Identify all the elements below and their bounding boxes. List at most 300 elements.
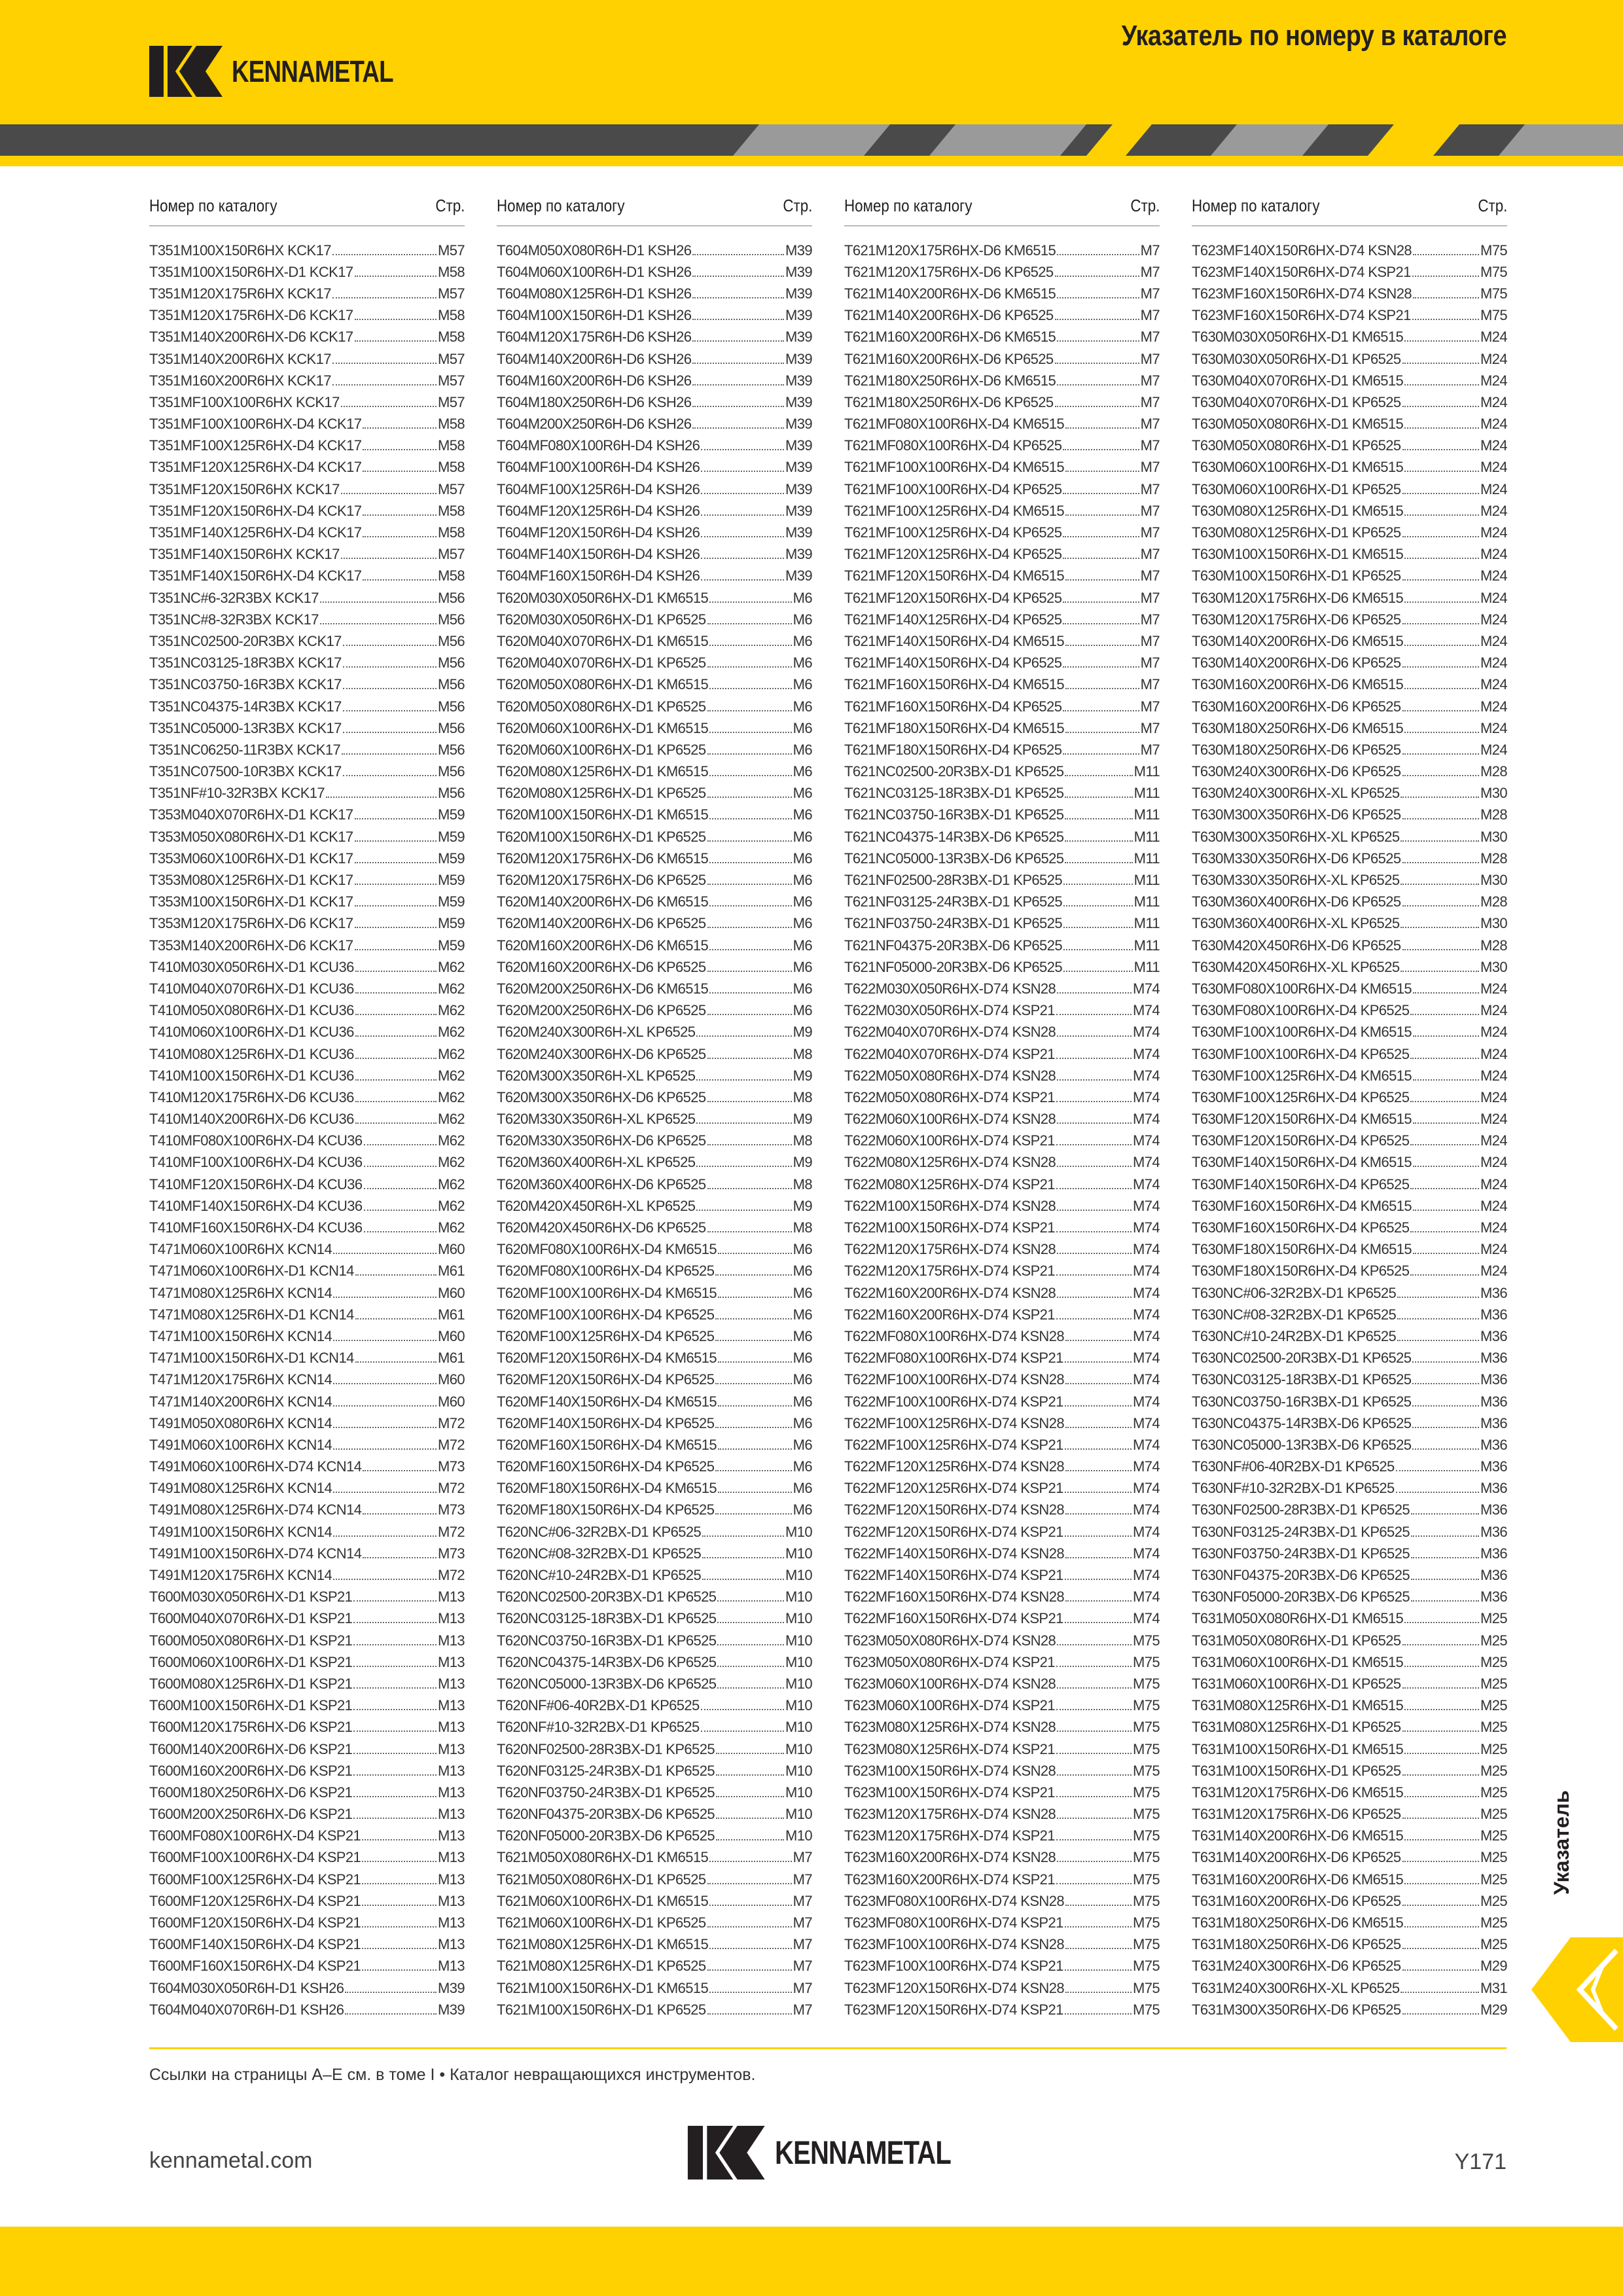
- page-reference[interactable]: M36: [1480, 1414, 1507, 1431]
- page-reference[interactable]: M60: [438, 1284, 465, 1301]
- page-reference[interactable]: M62: [438, 1088, 465, 1105]
- page-reference[interactable]: M75: [1133, 1914, 1160, 1931]
- page-reference[interactable]: M11: [1133, 915, 1160, 932]
- page-reference[interactable]: M39: [785, 546, 812, 563]
- page-reference[interactable]: M31: [1480, 1979, 1507, 1996]
- page-reference[interactable]: M24: [1480, 719, 1507, 736]
- page-reference[interactable]: M58: [438, 263, 465, 280]
- page-reference[interactable]: M7: [1140, 676, 1160, 693]
- page-reference[interactable]: M6: [793, 1327, 812, 1344]
- page-reference[interactable]: M75: [1133, 1719, 1160, 1736]
- page-reference[interactable]: M7: [793, 1849, 812, 1866]
- page-reference[interactable]: M75: [1133, 1871, 1160, 1888]
- page-reference[interactable]: M36: [1480, 1523, 1507, 1540]
- page-reference[interactable]: M10: [785, 1784, 812, 1801]
- page-reference[interactable]: M6: [793, 1501, 812, 1518]
- page-reference[interactable]: M13: [438, 1697, 465, 1714]
- page-reference[interactable]: M24: [1480, 372, 1507, 389]
- page-reference[interactable]: M24: [1480, 1219, 1507, 1236]
- page-reference[interactable]: M6: [793, 915, 812, 932]
- page-reference[interactable]: M62: [438, 1154, 465, 1171]
- page-reference[interactable]: M24: [1480, 1175, 1507, 1193]
- page-reference[interactable]: M7: [1140, 719, 1160, 736]
- page-reference[interactable]: M25: [1480, 1936, 1507, 1953]
- page-reference[interactable]: M74: [1133, 1111, 1160, 1128]
- page-reference[interactable]: M6: [793, 611, 812, 628]
- page-reference[interactable]: M6: [793, 958, 812, 975]
- page-reference[interactable]: M24: [1480, 589, 1507, 606]
- page-reference[interactable]: M6: [793, 719, 812, 736]
- page-reference[interactable]: M74: [1133, 1371, 1160, 1388]
- page-reference[interactable]: M59: [438, 828, 465, 845]
- page-reference[interactable]: M57: [438, 242, 465, 259]
- page-reference[interactable]: M7: [1140, 589, 1160, 606]
- page-reference[interactable]: M56: [438, 589, 465, 606]
- page-reference[interactable]: M57: [438, 546, 465, 563]
- page-reference[interactable]: M13: [438, 1675, 465, 1692]
- page-reference[interactable]: M7: [793, 1958, 812, 1975]
- page-reference[interactable]: M6: [793, 1480, 812, 1497]
- page-reference[interactable]: M10: [785, 1675, 812, 1692]
- page-reference[interactable]: M75: [1133, 1958, 1160, 1975]
- page-reference[interactable]: M7: [793, 1979, 812, 1996]
- page-reference[interactable]: M39: [785, 502, 812, 519]
- page-reference[interactable]: M25: [1480, 1827, 1507, 1844]
- page-reference[interactable]: M7: [1140, 372, 1160, 389]
- page-reference[interactable]: M59: [438, 806, 465, 823]
- page-reference[interactable]: M10: [785, 1588, 812, 1605]
- page-reference[interactable]: M62: [438, 1175, 465, 1193]
- page-reference[interactable]: M72: [438, 1436, 465, 1453]
- page-reference[interactable]: M25: [1480, 1871, 1507, 1888]
- page-reference[interactable]: M56: [438, 719, 465, 736]
- page-reference[interactable]: M74: [1133, 1414, 1160, 1431]
- page-reference[interactable]: M24: [1480, 502, 1507, 519]
- page-reference[interactable]: M13: [438, 1958, 465, 1975]
- page-reference[interactable]: M74: [1133, 1545, 1160, 1562]
- page-reference[interactable]: M6: [793, 850, 812, 867]
- page-reference[interactable]: M39: [785, 285, 812, 302]
- page-reference[interactable]: M58: [438, 524, 465, 541]
- page-reference[interactable]: M7: [1140, 285, 1160, 302]
- page-reference[interactable]: M6: [793, 763, 812, 780]
- page-reference[interactable]: M13: [438, 1784, 465, 1801]
- page-reference[interactable]: M74: [1133, 1567, 1160, 1584]
- page-reference[interactable]: M28: [1480, 806, 1507, 823]
- page-reference[interactable]: M75: [1480, 285, 1507, 302]
- page-reference[interactable]: M58: [438, 329, 465, 346]
- page-reference[interactable]: M75: [1133, 2001, 1160, 2018]
- page-reference[interactable]: M6: [793, 632, 812, 649]
- page-reference[interactable]: M7: [793, 2001, 812, 2018]
- page-reference[interactable]: M10: [785, 1719, 812, 1736]
- page-reference[interactable]: M75: [1133, 1827, 1160, 1844]
- page-reference[interactable]: M74: [1133, 1263, 1160, 1280]
- page-reference[interactable]: M7: [1140, 459, 1160, 476]
- page-reference[interactable]: M75: [1133, 1740, 1160, 1757]
- page-reference[interactable]: M74: [1133, 1458, 1160, 1475]
- page-reference[interactable]: M24: [1480, 1154, 1507, 1171]
- page-reference[interactable]: M75: [1133, 1806, 1160, 1823]
- page-reference[interactable]: M10: [785, 1523, 812, 1540]
- page-reference[interactable]: M7: [1140, 263, 1160, 280]
- page-reference[interactable]: M24: [1480, 329, 1507, 346]
- page-reference[interactable]: M10: [785, 1632, 812, 1649]
- page-reference[interactable]: M39: [438, 2001, 465, 2018]
- page-reference[interactable]: M60: [438, 1393, 465, 1410]
- page-reference[interactable]: M11: [1133, 937, 1160, 954]
- page-reference[interactable]: M6: [793, 655, 812, 672]
- page-reference[interactable]: M8: [793, 1132, 812, 1149]
- page-reference[interactable]: M72: [438, 1567, 465, 1584]
- page-reference[interactable]: M8: [793, 1219, 812, 1236]
- page-reference[interactable]: M7: [793, 1914, 812, 1931]
- page-reference[interactable]: M73: [438, 1458, 465, 1475]
- page-reference[interactable]: M6: [793, 1263, 812, 1280]
- page-reference[interactable]: M39: [785, 567, 812, 584]
- page-reference[interactable]: M9: [793, 1154, 812, 1171]
- page-reference[interactable]: M74: [1133, 1610, 1160, 1627]
- page-reference[interactable]: M39: [785, 480, 812, 497]
- page-reference[interactable]: M39: [785, 459, 812, 476]
- page-reference[interactable]: M13: [438, 1610, 465, 1627]
- page-reference[interactable]: M30: [1480, 872, 1507, 889]
- page-reference[interactable]: M74: [1133, 1284, 1160, 1301]
- page-reference[interactable]: M24: [1480, 480, 1507, 497]
- page-reference[interactable]: M36: [1480, 1306, 1507, 1323]
- page-reference[interactable]: M24: [1480, 524, 1507, 541]
- page-reference[interactable]: M74: [1133, 1024, 1160, 1041]
- page-reference[interactable]: M6: [793, 1458, 812, 1475]
- page-reference[interactable]: M75: [1133, 1979, 1160, 1996]
- page-reference[interactable]: M39: [785, 263, 812, 280]
- page-reference[interactable]: M61: [438, 1306, 465, 1323]
- page-reference[interactable]: M7: [1140, 350, 1160, 367]
- page-reference[interactable]: M61: [438, 1350, 465, 1367]
- page-reference[interactable]: M58: [438, 459, 465, 476]
- page-reference[interactable]: M7: [1140, 416, 1160, 433]
- page-reference[interactable]: M11: [1133, 850, 1160, 867]
- page-reference[interactable]: M6: [793, 1241, 812, 1258]
- page-reference[interactable]: M24: [1480, 1067, 1507, 1084]
- page-reference[interactable]: M10: [785, 1697, 812, 1714]
- page-reference[interactable]: M7: [1140, 524, 1160, 541]
- page-reference[interactable]: M58: [438, 502, 465, 519]
- page-reference[interactable]: M74: [1133, 1350, 1160, 1367]
- page-reference[interactable]: M10: [785, 1545, 812, 1562]
- page-reference[interactable]: M39: [785, 524, 812, 541]
- page-reference[interactable]: M13: [438, 1740, 465, 1757]
- page-reference[interactable]: M36: [1480, 1284, 1507, 1301]
- page-reference[interactable]: M74: [1133, 1480, 1160, 1497]
- page-reference[interactable]: M6: [793, 1002, 812, 1019]
- page-reference[interactable]: M74: [1133, 1393, 1160, 1410]
- page-reference[interactable]: M13: [438, 1588, 465, 1605]
- page-reference[interactable]: M6: [793, 828, 812, 845]
- page-reference[interactable]: M25: [1480, 1675, 1507, 1692]
- page-reference[interactable]: M60: [438, 1241, 465, 1258]
- page-reference[interactable]: M24: [1480, 567, 1507, 584]
- page-reference[interactable]: M75: [1133, 1936, 1160, 1953]
- page-reference[interactable]: M39: [785, 242, 812, 259]
- page-reference[interactable]: M30: [1480, 828, 1507, 845]
- page-reference[interactable]: M39: [785, 437, 812, 454]
- page-reference[interactable]: M24: [1480, 393, 1507, 410]
- page-reference[interactable]: M10: [785, 1762, 812, 1779]
- page-reference[interactable]: M10: [785, 1827, 812, 1844]
- page-reference[interactable]: M25: [1480, 1740, 1507, 1757]
- page-reference[interactable]: M74: [1133, 1436, 1160, 1453]
- page-reference[interactable]: M39: [785, 350, 812, 367]
- side-tab-chevron-icon[interactable]: [1531, 1937, 1623, 2042]
- page-reference[interactable]: M8: [793, 1175, 812, 1193]
- page-reference[interactable]: M8: [793, 1088, 812, 1105]
- page-reference[interactable]: M11: [1133, 806, 1160, 823]
- page-reference[interactable]: M6: [793, 1284, 812, 1301]
- page-reference[interactable]: M75: [1480, 263, 1507, 280]
- page-reference[interactable]: M7: [793, 1936, 812, 1953]
- page-reference[interactable]: M39: [438, 1979, 465, 1996]
- page-reference[interactable]: M7: [1140, 502, 1160, 519]
- page-reference[interactable]: M56: [438, 676, 465, 693]
- page-reference[interactable]: M36: [1480, 1393, 1507, 1410]
- page-reference[interactable]: M62: [438, 1132, 465, 1149]
- page-reference[interactable]: M6: [793, 1436, 812, 1453]
- page-reference[interactable]: M58: [438, 437, 465, 454]
- page-reference[interactable]: M74: [1133, 1197, 1160, 1214]
- page-reference[interactable]: M7: [1140, 546, 1160, 563]
- page-reference[interactable]: M75: [1133, 1784, 1160, 1801]
- page-reference[interactable]: M7: [1140, 437, 1160, 454]
- page-reference[interactable]: M62: [438, 980, 465, 997]
- page-reference[interactable]: M24: [1480, 1088, 1507, 1105]
- page-reference[interactable]: M24: [1480, 1132, 1507, 1149]
- page-reference[interactable]: M6: [793, 1350, 812, 1367]
- page-reference[interactable]: M73: [438, 1501, 465, 1518]
- page-reference[interactable]: M74: [1133, 1132, 1160, 1149]
- page-reference[interactable]: M56: [438, 785, 465, 802]
- page-reference[interactable]: M39: [785, 307, 812, 324]
- page-reference[interactable]: M25: [1480, 1632, 1507, 1649]
- page-reference[interactable]: M25: [1480, 1653, 1507, 1670]
- page-reference[interactable]: M25: [1480, 1849, 1507, 1866]
- page-reference[interactable]: M72: [438, 1480, 465, 1497]
- page-reference[interactable]: M58: [438, 307, 465, 324]
- page-reference[interactable]: M7: [1140, 741, 1160, 758]
- page-reference[interactable]: M13: [438, 1849, 465, 1866]
- page-reference[interactable]: M56: [438, 741, 465, 758]
- page-reference[interactable]: M25: [1480, 1697, 1507, 1714]
- page-reference[interactable]: M6: [793, 806, 812, 823]
- page-reference[interactable]: M9: [793, 1197, 812, 1214]
- page-reference[interactable]: M36: [1480, 1588, 1507, 1605]
- page-reference[interactable]: M24: [1480, 459, 1507, 476]
- page-reference[interactable]: M29: [1480, 1958, 1507, 1975]
- page-reference[interactable]: M74: [1133, 1241, 1160, 1258]
- page-reference[interactable]: M6: [793, 741, 812, 758]
- page-reference[interactable]: M74: [1133, 1588, 1160, 1605]
- page-reference[interactable]: M39: [785, 393, 812, 410]
- page-reference[interactable]: M24: [1480, 1263, 1507, 1280]
- page-reference[interactable]: M13: [438, 1892, 465, 1909]
- page-reference[interactable]: M7: [1140, 307, 1160, 324]
- page-reference[interactable]: M8: [793, 1045, 812, 1062]
- page-reference[interactable]: M75: [1480, 242, 1507, 259]
- page-reference[interactable]: M75: [1133, 1762, 1160, 1779]
- page-reference[interactable]: M25: [1480, 1719, 1507, 1736]
- page-reference[interactable]: M24: [1480, 1197, 1507, 1214]
- page-reference[interactable]: M57: [438, 393, 465, 410]
- page-reference[interactable]: M75: [1133, 1653, 1160, 1670]
- page-reference[interactable]: M62: [438, 1219, 465, 1236]
- page-reference[interactable]: M13: [438, 1719, 465, 1736]
- page-reference[interactable]: M59: [438, 850, 465, 867]
- page-reference[interactable]: M75: [1133, 1892, 1160, 1909]
- page-reference[interactable]: M13: [438, 1936, 465, 1953]
- page-reference[interactable]: M7: [1140, 329, 1160, 346]
- page-reference[interactable]: M9: [793, 1067, 812, 1084]
- page-reference[interactable]: M56: [438, 763, 465, 780]
- page-reference[interactable]: M13: [438, 1806, 465, 1823]
- page-reference[interactable]: M59: [438, 915, 465, 932]
- page-reference[interactable]: M24: [1480, 1002, 1507, 1019]
- page-reference[interactable]: M56: [438, 698, 465, 715]
- page-reference[interactable]: M24: [1480, 350, 1507, 367]
- page-reference[interactable]: M57: [438, 285, 465, 302]
- page-reference[interactable]: M75: [1133, 1632, 1160, 1649]
- page-reference[interactable]: M25: [1480, 1806, 1507, 1823]
- page-reference[interactable]: M10: [785, 1740, 812, 1757]
- website-link[interactable]: kennametal.com: [149, 2148, 313, 2173]
- page-reference[interactable]: M39: [785, 372, 812, 389]
- page-reference[interactable]: M39: [785, 416, 812, 433]
- page-reference[interactable]: M72: [438, 1414, 465, 1431]
- page-reference[interactable]: M58: [438, 567, 465, 584]
- page-reference[interactable]: M56: [438, 632, 465, 649]
- page-reference[interactable]: M11: [1133, 763, 1160, 780]
- page-reference[interactable]: M36: [1480, 1567, 1507, 1584]
- page-reference[interactable]: M6: [793, 589, 812, 606]
- page-reference[interactable]: M36: [1480, 1350, 1507, 1367]
- page-reference[interactable]: M9: [793, 1024, 812, 1041]
- page-reference[interactable]: M24: [1480, 698, 1507, 715]
- page-reference[interactable]: M11: [1133, 828, 1160, 845]
- page-reference[interactable]: M6: [793, 1306, 812, 1323]
- page-reference[interactable]: M9: [793, 1111, 812, 1128]
- page-reference[interactable]: M13: [438, 1871, 465, 1888]
- page-reference[interactable]: M24: [1480, 676, 1507, 693]
- page-reference[interactable]: M6: [793, 980, 812, 997]
- page-reference[interactable]: M60: [438, 1371, 465, 1388]
- page-reference[interactable]: M36: [1480, 1371, 1507, 1388]
- page-reference[interactable]: M74: [1133, 1219, 1160, 1236]
- page-reference[interactable]: M24: [1480, 437, 1507, 454]
- page-reference[interactable]: M28: [1480, 937, 1507, 954]
- page-reference[interactable]: M62: [438, 1002, 465, 1019]
- page-reference[interactable]: M30: [1480, 785, 1507, 802]
- page-reference[interactable]: M62: [438, 1197, 465, 1214]
- page-reference[interactable]: M28: [1480, 850, 1507, 867]
- page-reference[interactable]: M24: [1480, 1024, 1507, 1041]
- page-reference[interactable]: M7: [1140, 393, 1160, 410]
- page-reference[interactable]: M75: [1133, 1675, 1160, 1692]
- page-reference[interactable]: M13: [438, 1827, 465, 1844]
- page-reference[interactable]: M57: [438, 480, 465, 497]
- page-reference[interactable]: M10: [785, 1610, 812, 1627]
- page-reference[interactable]: M7: [1140, 242, 1160, 259]
- page-reference[interactable]: M74: [1133, 1306, 1160, 1323]
- page-reference[interactable]: M7: [1140, 632, 1160, 649]
- page-reference[interactable]: M62: [438, 1111, 465, 1128]
- page-reference[interactable]: M74: [1133, 1067, 1160, 1084]
- page-reference[interactable]: M24: [1480, 416, 1507, 433]
- page-reference[interactable]: M59: [438, 872, 465, 889]
- page-reference[interactable]: M24: [1480, 632, 1507, 649]
- page-reference[interactable]: M25: [1480, 1914, 1507, 1931]
- page-reference[interactable]: M61: [438, 1263, 465, 1280]
- page-reference[interactable]: M10: [785, 1653, 812, 1670]
- page-reference[interactable]: M36: [1480, 1327, 1507, 1344]
- page-reference[interactable]: M36: [1480, 1458, 1507, 1475]
- page-reference[interactable]: M13: [438, 1653, 465, 1670]
- page-reference[interactable]: M7: [1140, 698, 1160, 715]
- page-reference[interactable]: M62: [438, 958, 465, 975]
- page-reference[interactable]: M6: [793, 785, 812, 802]
- page-reference[interactable]: M11: [1133, 872, 1160, 889]
- page-reference[interactable]: M6: [793, 1414, 812, 1431]
- page-reference[interactable]: M7: [1140, 611, 1160, 628]
- page-reference[interactable]: M39: [785, 329, 812, 346]
- page-reference[interactable]: M7: [1140, 567, 1160, 584]
- page-reference[interactable]: M24: [1480, 980, 1507, 997]
- page-reference[interactable]: M6: [793, 872, 812, 889]
- page-reference[interactable]: M56: [438, 655, 465, 672]
- page-reference[interactable]: M36: [1480, 1545, 1507, 1562]
- page-reference[interactable]: M30: [1480, 915, 1507, 932]
- page-reference[interactable]: M74: [1133, 1523, 1160, 1540]
- page-reference[interactable]: M7: [1140, 655, 1160, 672]
- page-reference[interactable]: M36: [1480, 1436, 1507, 1453]
- page-reference[interactable]: M11: [1133, 785, 1160, 802]
- page-reference[interactable]: M6: [793, 698, 812, 715]
- page-reference[interactable]: M74: [1133, 1045, 1160, 1062]
- page-reference[interactable]: M73: [438, 1545, 465, 1562]
- page-reference[interactable]: M24: [1480, 546, 1507, 563]
- page-reference[interactable]: M30: [1480, 958, 1507, 975]
- page-reference[interactable]: M10: [785, 1567, 812, 1584]
- page-reference[interactable]: M62: [438, 1067, 465, 1084]
- page-reference[interactable]: M25: [1480, 1610, 1507, 1627]
- page-reference[interactable]: M24: [1480, 1111, 1507, 1128]
- page-reference[interactable]: M24: [1480, 1241, 1507, 1258]
- page-reference[interactable]: M25: [1480, 1784, 1507, 1801]
- page-reference[interactable]: M74: [1133, 980, 1160, 997]
- page-reference[interactable]: M59: [438, 937, 465, 954]
- page-reference[interactable]: M13: [438, 1762, 465, 1779]
- page-reference[interactable]: M74: [1133, 1088, 1160, 1105]
- page-reference[interactable]: M24: [1480, 611, 1507, 628]
- page-reference[interactable]: M72: [438, 1523, 465, 1540]
- page-reference[interactable]: M11: [1133, 958, 1160, 975]
- page-reference[interactable]: M29: [1480, 2001, 1507, 2018]
- page-reference[interactable]: M24: [1480, 1045, 1507, 1062]
- page-reference[interactable]: M6: [793, 676, 812, 693]
- page-reference[interactable]: M7: [1140, 480, 1160, 497]
- page-reference[interactable]: M6: [793, 893, 812, 910]
- page-reference[interactable]: M10: [785, 1806, 812, 1823]
- page-reference[interactable]: M74: [1133, 1175, 1160, 1193]
- page-reference[interactable]: M25: [1480, 1892, 1507, 1909]
